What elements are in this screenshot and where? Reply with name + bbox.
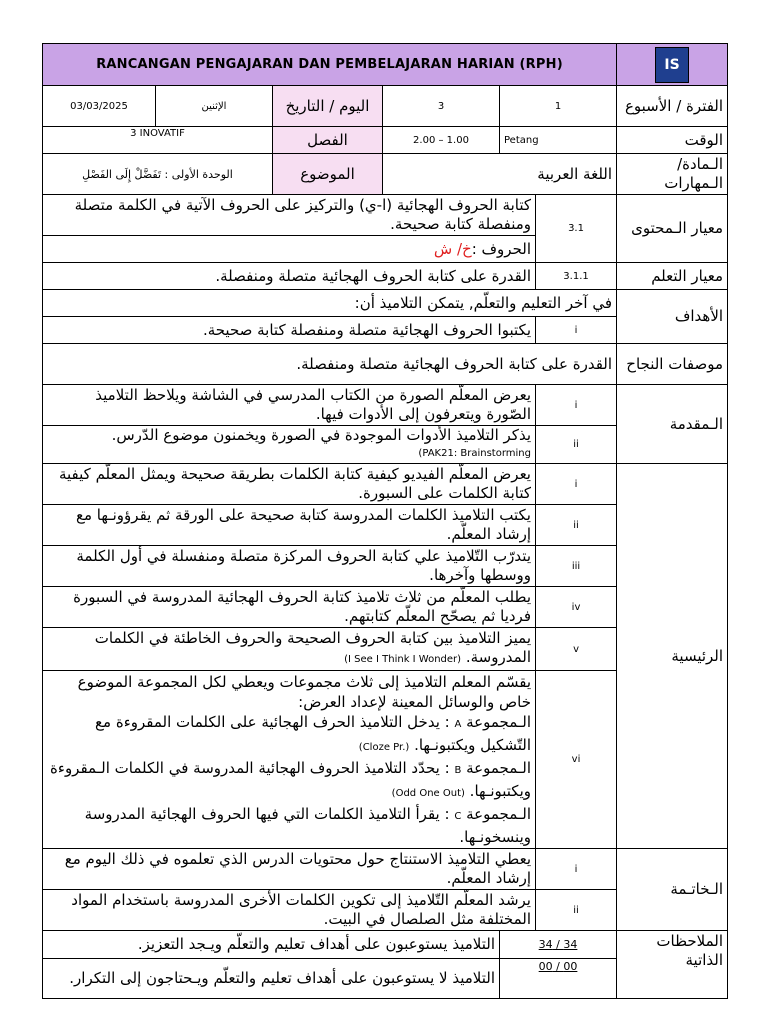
objectives-intro: في آخر التعليم والتعلّم, يتمكن التلاميذ أن: <box>43 290 617 317</box>
objectives-intro-row <box>43 290 728 317</box>
main-item-row <box>43 464 728 505</box>
subject-row <box>43 154 728 195</box>
day-date-label: اليوم / التاريخ <box>273 86 383 127</box>
class-label: الفصل <box>273 127 383 154</box>
main-item-text: يكتب التلاميذ الكلمات المدروسة كتابة صحيحة على الورقة ثم يقرؤونـها مع إرشاد المعلّم. <box>43 505 536 546</box>
reflection-count: 34 / 34 <box>500 931 617 959</box>
time-value: 2.00 – 1.00 <box>383 127 500 154</box>
main-item-num: iv <box>536 587 617 628</box>
content-standard-code: 3.1 <box>536 195 617 263</box>
introduction-label: الـمقدمة <box>617 385 728 464</box>
main-label: الرئيسية <box>617 464 728 849</box>
objective-item-num: i <box>536 317 617 344</box>
closure-item-row <box>43 849 728 890</box>
main-item-num: v <box>536 628 617 671</box>
closure-item-num: ii <box>536 890 617 931</box>
main-item-text: يميز التلاميذ بين كتابة الحروف الصحيحة والحروف الخاطئة في الكلمات المدروسة. (I See I Think I Wonder) <box>43 628 536 671</box>
success-criteria-row <box>43 344 728 385</box>
closure-item-num: i <box>536 849 617 890</box>
success-criteria-label: موصفات النجاح <box>617 344 728 385</box>
day-value: الإثنين <box>156 86 273 127</box>
content-standard-text: كتابة الحروف الهجائية (ا-ي) والتركيز على الحروف الآتية في الكلمة متصلة ومنفصلة كتابة صحيحة. <box>43 195 536 236</box>
letters-label: الحروف : <box>471 239 531 258</box>
class-row <box>43 127 728 154</box>
learning-standard-text: القدرة على كتابة الحروف الهجائية متصلة ومنفصلة. <box>43 263 536 290</box>
closure-item-text: يرشد المعلّم التّلاميذ إلى تكوين الكلمات الأخرى المدروسة باستخدام المواد المختلفة مثل الصلصال في البيت. <box>43 890 536 931</box>
unit-value: الوحدة الأولى : تَفَضَّلْ إِلَى الفَصْلِ <box>43 154 273 195</box>
reflection-text: التلاميذ يستوعبون على أهداف تعليم والتعلّم ويـجد التعزيز. <box>43 931 500 959</box>
learning-standard-label: معيار التعلم <box>617 263 728 290</box>
main-item-note: (I See I Think I Wonder) <box>344 654 462 665</box>
intro-item-row <box>43 385 728 426</box>
learning-standard-row <box>43 263 728 290</box>
group-intro: يقسّم المعلم التلاميذ إلى ثلاث مجموعات ويعطي لكل المجموعة الموضوع خاص والوسائل المعينة لإعداد العرض: <box>77 673 531 711</box>
week-value: 3 <box>383 86 500 127</box>
topic-label: الموضوع <box>273 154 383 195</box>
term-value: 1 <box>500 86 617 127</box>
session-value: Petang <box>500 127 617 154</box>
page-title: RANCANGAN PENGAJARAN DAN PEMBELAJARAN HARIAN (RPH) <box>43 44 617 86</box>
reflection-text: التلاميذ لا يستوعبون على أهداف تعليم والتعلّم ويـحتاجون إلى التكرار. <box>43 959 500 999</box>
content-standard-row <box>43 195 728 236</box>
main-item-text: يعرض المعلّم الفيديو كيفية كتابة الكلمات بطريقة صحيحة ويمثل المعلّم كيفية كتابة الكلمات على السبورة. <box>43 464 536 505</box>
school-logo <box>617 44 728 86</box>
main-item-num: vi <box>536 671 617 849</box>
group-activity-text <box>43 671 536 849</box>
closure-item-text: يعطي التلاميذ الاستنتاج حول محتويات الدرس الذي تعلموه في ذلك اليوم مع إرشاد المعلّم. <box>43 849 536 890</box>
logo-icon: IS <box>655 47 689 83</box>
lesson-plan-table <box>42 43 728 999</box>
term-week-label: الفترة / الأسبوع <box>617 86 728 127</box>
letters-cell <box>43 236 536 263</box>
date-row <box>43 86 728 127</box>
main-item-text: يتدرّب التّلاميذ علي كتابة الحروف المركزة متصلة ومنفسلة في أول الكلمة ووسطها وآخرها. <box>43 546 536 587</box>
reflection-count: 00 / 00 <box>500 959 617 999</box>
reflection-label: الملاحظات الذاتية <box>617 931 728 999</box>
content-standard-label: معيار الـمحتوى <box>617 195 728 263</box>
time-label: الوقت <box>617 127 728 154</box>
main-item-text: يطلب المعلّم من ثلاث تلاميذ كتابة الحروف الهجائية المدروسة في السبورة فرديا ثم يصحّح المعلّم كتابتهم. <box>43 587 536 628</box>
date-value: 03/03/2025 <box>43 86 156 127</box>
closure-label: الـخاتـمة <box>617 849 728 931</box>
class-value: 3 INOVATIF <box>43 127 273 154</box>
reflection-row <box>43 931 728 959</box>
intro-item-note: (PAK21: Brainstorming <box>418 448 531 459</box>
lesson-plan-page <box>42 43 727 999</box>
learning-standard-code: 3.1.1 <box>536 263 617 290</box>
group-a: الـمجموعة A : يدخل التلاميذ الحرف الهجائية على الكلمات المقروءة مع التّشكيل ويكتبونـها. (Cloze Pr.) <box>95 713 531 754</box>
main-item-num: iii <box>536 546 617 587</box>
header-row <box>43 44 728 86</box>
objectives-label: الأهداف <box>617 290 728 344</box>
subject-value: اللغة العربية <box>383 154 617 195</box>
group-c: الـمجموعة C : يقرأ التلاميذ الكلمات التي فيها الحروف الهجائية المدروسة وينسخونـها. <box>84 805 531 846</box>
success-criteria-text: القدرة على كتابة الحروف الهجائية متصلة ومنفصلة. <box>43 344 617 385</box>
main-item-num: ii <box>536 505 617 546</box>
letters-value: خ/ ش <box>433 239 472 258</box>
subject-label: الـمادة/ الـمهارات <box>617 154 728 195</box>
intro-item-text: يعرض المعلّم الصورة من الكتاب المدرسي في الشاشة ويلاحظ التلاميذ الصّورة ويتعرفون إلى الأدوات فيها. <box>43 385 536 426</box>
intro-item-num: ii <box>536 426 617 464</box>
intro-item-num: i <box>536 385 617 426</box>
group-b: الـمجموعة B : يحدّد التلاميذ الحروف الهجائية المدروسة في الكلمات الـمقروءة ويكتبونـها. (Odd One Out) <box>50 759 531 800</box>
objective-item-text: يكتبوا الحروف الهجائية متصلة ومنفصلة كتابة صحيحة. <box>43 317 536 344</box>
main-item-num: i <box>536 464 617 505</box>
intro-item-text: يذكر التلاميذ الأدوات الموجودة في الصورة ويخمنون موضوع الدّرس. (PAK21: Brainstorming <box>43 426 536 464</box>
